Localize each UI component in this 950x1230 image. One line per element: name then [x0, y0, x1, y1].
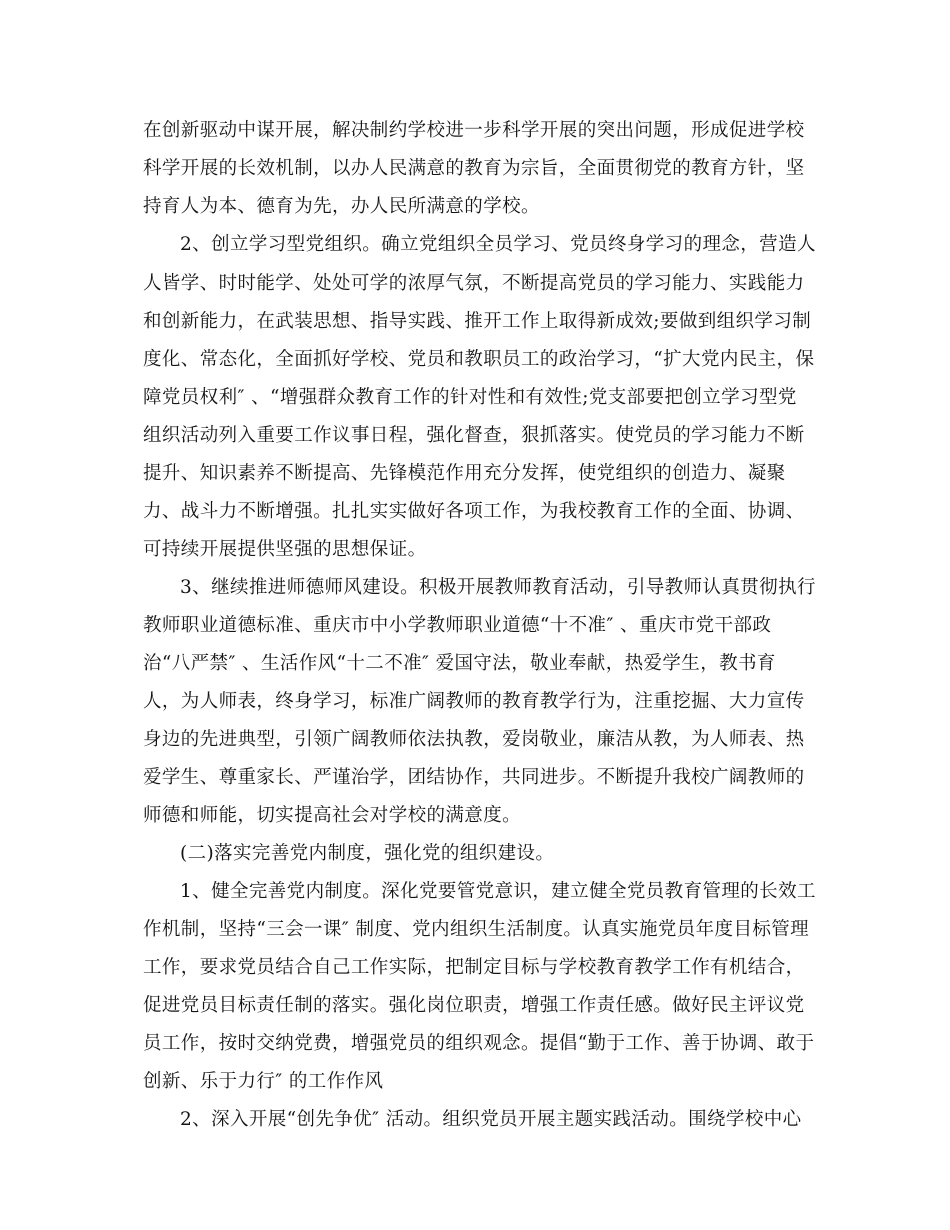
text-line-17: 身边的先进典型，引领广阔教师依法执教，爱岗敬业，廉洁从教，为人师表、热 [143, 729, 805, 750]
text-line-18: 爱学生、尊重家长、严谨治学，团结协作，共同进步。不断提升我校广阔教师的 [143, 767, 805, 788]
text-line-22: 作机制，坚持“三会一课″ 制度、党内组织生活制度。认真实施党员年度目标管理 [143, 919, 810, 940]
paragraph-4-start: 1、健全完善党内制度。深化党要管党意识，建立健全党员教育管理的长效工 [180, 881, 816, 902]
text-line-6: 和创新能力，在武装思想、指导实践、推开工作上取得新成效;要做到组织学习制 [143, 311, 812, 332]
text-line-15: 治“八严禁″ 、生活作风“十二不准″ 爱国守法，敬业奉献，热爱学生，教书育 [143, 653, 776, 674]
text-line-14: 教师职业道德标准、重庆市中小学教师职业道德“十不准″ 、重庆市党干部政 [143, 615, 772, 636]
text-line-2: 科学开展的长效机制，以办人民满意的教育为宗旨，全面贯彻党的教育方针，坚 [143, 158, 805, 179]
text-line-11: 力、战斗力不断增强。扎扎实实做好各项工作，为我校教育工作的全面、协调、 [143, 501, 805, 522]
paragraph-2-start: 2、创立学习型党组织。确立党组织全员学习、党员终身学习的理念，营造人 [180, 234, 816, 255]
text-line-12: 可持续开展提供坚强的思想保证。 [143, 539, 427, 560]
text-line-9: 组织活动列入重要工作议事日程，强化督查，狠抓落实。使党员的学习能力不断 [143, 425, 805, 446]
text-line-1: 在创新驱动中谋开展，解决制约学校进一步科学开展的突出问题，形成促进学校 [143, 120, 805, 141]
text-line-25: 员工作，按时交纳党费，增强党员的组织观念。提倡“勤于工作、善于协调、敢于 [143, 1033, 815, 1054]
text-line-23: 工作，要求党员结合自己工作实际，把制定目标与学校教育教学工作有机结合， [143, 957, 805, 978]
text-line-19: 师德和师能，切实提高社会对学校的满意度。 [143, 805, 522, 826]
section-heading-2: (二)落实完善党内制度，强化党的组织建设。 [180, 843, 555, 864]
text-line-3: 持育人为本、德育为先，办人民所满意的学校。 [143, 196, 540, 217]
paragraph-5-start: 2、深入开展“创先争优″ 活动。组织党员开展主题实践活动。围绕学校中心 [180, 1109, 802, 1130]
paragraph-3-start: 3、继续推进师德师风建设。积极开展教师教育活动，引导教师认真贯彻执行 [180, 577, 816, 598]
text-line-8: 障党员权利″ 、“增强群众教育工作的针对性和有效性;党支部要把创立学习型党 [143, 387, 797, 408]
text-line-16: 人，为人师表，终身学习，标准广阔教师的教育教学行为，注重挖掘、大力宣传 [143, 691, 805, 712]
text-line-26: 创新、乐于力行″ 的工作作风 [143, 1071, 384, 1092]
text-line-5: 人皆学、时时能学、处处可学的浓厚气氛，不断提高党员的学习能力、实践能力 [143, 273, 805, 294]
text-line-24: 促进党员目标责任制的落实。强化岗位职责，增强工作责任感。做好民主评议党 [143, 995, 805, 1016]
text-line-7: 度化、常态化，全面抓好学校、党员和教职员工的政治学习，“扩大党内民主，保 [143, 349, 815, 370]
text-line-10: 提升、知识素养不断提高、先锋模范作用充分发挥，使党组织的创造力、凝聚 [143, 463, 786, 484]
